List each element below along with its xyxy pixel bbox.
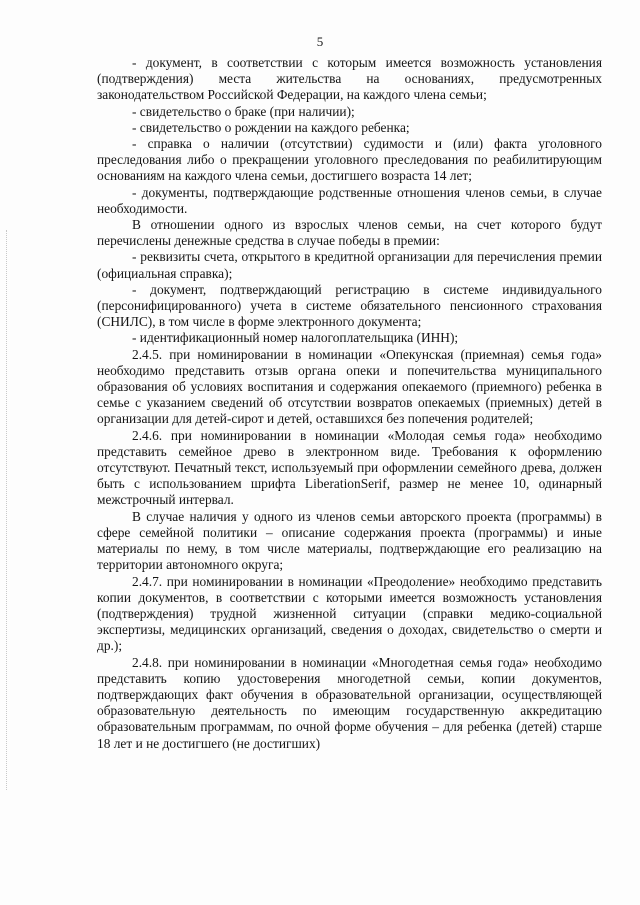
paragraph-inn: - идентификационный номер налогоплательщика (ИНН); xyxy=(132,330,459,346)
paragraph-2-4-7: 2.4.7. при номинировании в номинации «Преодоление» необходимо представить копии документов, в соответствии с которыми имеется возможность установления (подтверждения) трудной жизненной ситуации (справки медико-социальной экспертизы, медицинских организаций, сведения о доходах, свидетельство о смерти и др.); xyxy=(97,573,602,654)
paragraph-bank-details: - реквизиты счета, открытого в кредитной организации для перечисления премии (официальная справка); xyxy=(97,249,602,281)
paragraph-marriage-certificate: - свидетельство о браке (при наличии); xyxy=(132,103,355,119)
paragraph-criminal-record: - справка о наличии (отсутствии) судимости и (или) факта уголовного преследования либо о прекращении уголовного преследования по реабилитирующим основаниям на каждого члена семьи, достигшего возраста 14 лет; xyxy=(97,136,602,184)
paragraph-2-4-6: 2.4.6. при номинировании в номинации «Молодая семья года» необходимо представить семейное древо в электронном виде. Требования к оформлению отсутствуют. Печатный текст, используемый при оформлении семейного древа, должен быть с использованием шрифта LiberationSerif, размер не менее 10, одинарный межстрочный интервал. xyxy=(97,427,602,508)
page-number: 5 xyxy=(316,34,324,49)
document-body xyxy=(97,55,602,752)
paragraph-2-4-8: 2.4.8. при номинировании в номинации «Многодетная семья года» необходимо представить копию удостоверения многодетной семьи, копии документов, подтверждающих факт обучения в образовательной организации, осуществляющей образовательную деятельность по имеющим государственную аккредитацию образовательным программам, по очной форме обучения – для ребенка (детей) старше 18 лет и не достигшего (не достигших) xyxy=(97,654,602,751)
paragraph-author-project: В случае наличия у одного из членов семьи авторского проекта (программы) в сфере семейной политики – описание содержания проекта (программы) и иные материалы по нему, в том числе материалы, подтверждающие его реализацию на территории автономного округа; xyxy=(97,508,602,573)
paragraph-residence-document: - документ, в соответствии с которым имеется возможность установления (подтверждения) места жительства на основаниях, предусмотренных законодательством Российской Федерации, на каждого члена семьи; xyxy=(97,55,602,103)
paragraph-kinship-documents: - документы, подтверждающие родственные отношения членов семьи, в случае необходимости. xyxy=(97,184,602,216)
paragraph-snils: - документ, подтверждающий регистрацию в системе индивидуального (персонифицированного) учета в системе обязательного пенсионного страхования (СНИЛС), в том числе в форме электронного документа; xyxy=(97,281,602,330)
paragraph-birth-certificate: - свидетельство о рождении на каждого ребенка; xyxy=(132,119,410,135)
scan-edge-line xyxy=(6,230,8,790)
paragraph-2-4-5: 2.4.5. при номинировании в номинации «Опекунская (приемная) семья года» необходимо представить отзыв органа опеки и попечительства муниципального образования об условиях воспитания и содержания опекаемого (приемного) ребенка в семье с указанием сведений об отсутствии возвратов опекаемых (приемных) детей в организации для детей-сирот и детей, оставшихся без попечения родителей; xyxy=(97,346,602,427)
paragraph-adult-member: В отношении одного из взрослых членов семьи, на счет которого будут перечислены денежные средства в случае победы в премии: xyxy=(97,217,602,249)
